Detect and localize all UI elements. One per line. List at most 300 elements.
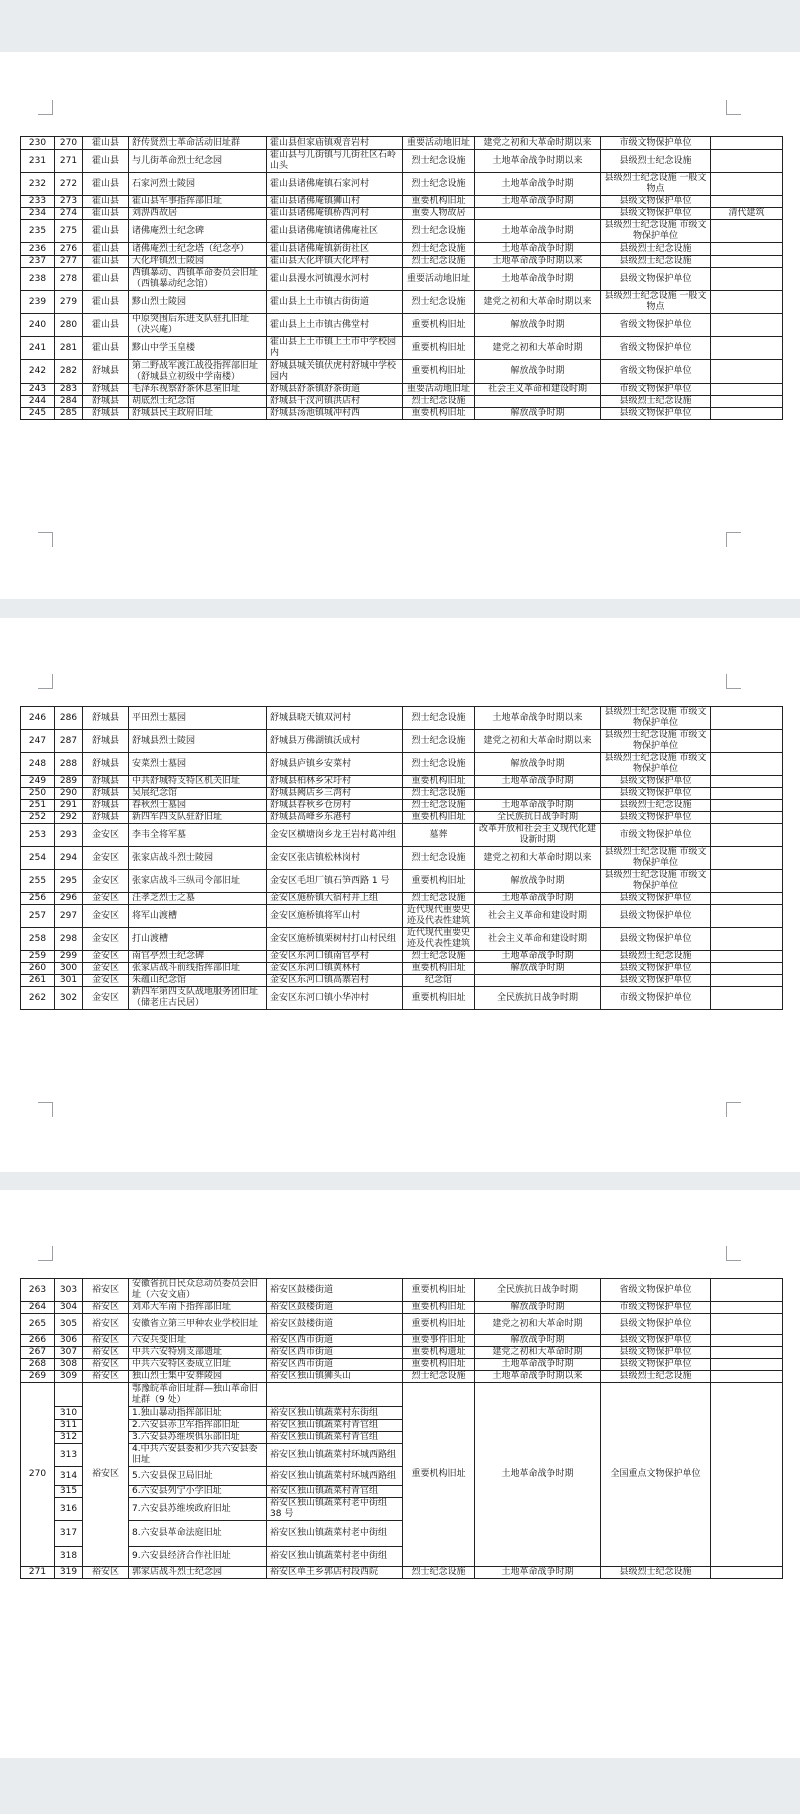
location-cell: 裕安区独山镇蔬菜村环城西路组 bbox=[267, 1467, 403, 1486]
group-row bbox=[21, 1383, 783, 1407]
item-id: 308 bbox=[55, 1359, 83, 1371]
row-number: 270 bbox=[21, 1383, 55, 1567]
row-number: 245 bbox=[21, 408, 55, 420]
location-cell: 霍山县漫水河镇漫水河村 bbox=[267, 268, 403, 291]
row-number: 237 bbox=[21, 256, 55, 268]
category-cell: 重要活动地旧址 bbox=[403, 137, 475, 150]
protection-level-cell: 县级文物保护单位 bbox=[601, 975, 711, 987]
note-cell bbox=[711, 1302, 783, 1314]
note-cell bbox=[711, 776, 783, 788]
period-cell: 土地革命战争时期 bbox=[475, 893, 601, 905]
location-cell: 金安区横塘岗乡龙王岩村葛冲组 bbox=[267, 824, 403, 847]
category-cell: 近代现代重要史迹及代表性建筑 bbox=[403, 905, 475, 928]
location-cell: 霍山县上土市镇古佛堂村 bbox=[267, 314, 403, 337]
note-cell bbox=[711, 975, 783, 987]
protection-level-cell: 市级文物保护单位 bbox=[601, 384, 711, 396]
table-row bbox=[21, 824, 783, 847]
row-number: 231 bbox=[21, 150, 55, 173]
site-name-cell: 6.六安县列宁小学旧址 bbox=[129, 1486, 267, 1498]
item-id: 295 bbox=[55, 870, 83, 893]
period-cell: 解放战争时期 bbox=[475, 314, 601, 337]
item-id: 311 bbox=[55, 1420, 83, 1432]
protection-level-cell: 县级烈士纪念设施 一般文物点 bbox=[601, 173, 711, 196]
period-cell: 建党之初和大革命时期以来 bbox=[475, 730, 601, 753]
protection-level-cell: 市级文物保护单位 bbox=[601, 1302, 711, 1314]
table-row bbox=[21, 776, 783, 788]
row-number: 246 bbox=[21, 707, 55, 730]
table-row bbox=[21, 396, 783, 408]
category-cell: 纪念馆 bbox=[403, 975, 475, 987]
note-cell bbox=[711, 360, 783, 384]
table-row bbox=[21, 314, 783, 337]
item-id: 290 bbox=[55, 788, 83, 800]
item-id: 294 bbox=[55, 847, 83, 870]
row-number: 239 bbox=[21, 291, 55, 314]
period-cell: 解放战争时期 bbox=[475, 870, 601, 893]
site-name-cell: 中共六安特别支部遗址 bbox=[129, 1347, 267, 1359]
item-id: 292 bbox=[55, 812, 83, 824]
location-cell: 裕安区西市街道 bbox=[267, 1335, 403, 1347]
site-name-cell: 六安兵变旧址 bbox=[129, 1335, 267, 1347]
protection-level-cell: 县级烈士纪念设施 bbox=[601, 951, 711, 963]
period-cell: 社会主义革命和建设时期 bbox=[475, 384, 601, 396]
note-cell bbox=[711, 951, 783, 963]
category-cell: 重要机构旧址 bbox=[403, 870, 475, 893]
row-number: 236 bbox=[21, 243, 55, 256]
site-name-cell: 诸佛庵烈士纪念塔（纪念亭） bbox=[129, 243, 267, 256]
period-cell: 建党之初和大革命时期 bbox=[475, 1314, 601, 1335]
note-cell bbox=[711, 1383, 783, 1567]
category-cell: 烈士纪念设施 bbox=[403, 893, 475, 905]
item-id: 312 bbox=[55, 1432, 83, 1444]
location-cell: 霍山县与儿街镇与儿街社区石岭山头 bbox=[267, 150, 403, 173]
county-cell: 霍山县 bbox=[83, 173, 129, 196]
site-name-cell: 平田烈士墓园 bbox=[129, 707, 267, 730]
location-cell: 舒城县晓天镇双河村 bbox=[267, 707, 403, 730]
location-cell: 裕安区西市街道 bbox=[267, 1359, 403, 1371]
item-id: 278 bbox=[55, 268, 83, 291]
period-cell: 土地革命战争时期以来 bbox=[475, 256, 601, 268]
site-name-cell: 独山烈士集中安葬陵园 bbox=[129, 1371, 267, 1383]
protection-level-cell: 县级文物保护单位 bbox=[601, 268, 711, 291]
category-cell: 重要机构旧址 bbox=[403, 1302, 475, 1314]
category-cell: 墓葬 bbox=[403, 824, 475, 847]
item-id: 300 bbox=[55, 963, 83, 975]
table-row bbox=[21, 753, 783, 776]
site-name-cell: 8.六安县革命法庭旧址 bbox=[129, 1521, 267, 1547]
protection-level-cell: 县级文物保护单位 bbox=[601, 1335, 711, 1347]
period-cell: 土地革命战争时期 bbox=[475, 1359, 601, 1371]
site-name-cell: 黟山烈士陵园 bbox=[129, 291, 267, 314]
category-cell: 重要人物故居 bbox=[403, 208, 475, 220]
note-cell bbox=[711, 707, 783, 730]
table-row bbox=[21, 870, 783, 893]
location-cell: 金安区毛坦厂镇石笋西路 1 号 bbox=[267, 870, 403, 893]
location-cell: 金安区东河口镇南官亭村 bbox=[267, 951, 403, 963]
table-row bbox=[21, 975, 783, 987]
location-cell: 霍山县但家庙镇观音岩村 bbox=[267, 137, 403, 150]
protection-level-cell: 县级烈士纪念设施 bbox=[601, 396, 711, 408]
category-cell: 近代现代重要史迹及代表性建筑 bbox=[403, 928, 475, 951]
location-cell: 舒城县城关镇伏虎村舒城中学校园内 bbox=[267, 360, 403, 384]
category-cell: 重要机构旧址 bbox=[403, 1383, 475, 1567]
county-cell: 金安区 bbox=[83, 847, 129, 870]
row-number: 260 bbox=[21, 963, 55, 975]
note-cell bbox=[711, 196, 783, 208]
period-cell: 社会主义革命和建设时期 bbox=[475, 928, 601, 951]
row-number: 253 bbox=[21, 824, 55, 847]
item-id: 303 bbox=[55, 1279, 83, 1302]
item-id: 313 bbox=[55, 1444, 83, 1467]
table-row bbox=[21, 707, 783, 730]
location-cell: 舒城县阙店乡三湾村 bbox=[267, 788, 403, 800]
category-cell: 烈士纪念设施 bbox=[403, 1567, 475, 1579]
period-cell: 解放战争时期 bbox=[475, 360, 601, 384]
item-id: 271 bbox=[55, 150, 83, 173]
county-cell: 金安区 bbox=[83, 870, 129, 893]
location-cell: 裕安区独山镇蔬菜村环城西路组 bbox=[267, 1444, 403, 1467]
table-row bbox=[21, 1347, 783, 1359]
heritage-table bbox=[20, 706, 783, 1010]
county-cell: 金安区 bbox=[83, 951, 129, 963]
category-cell: 烈士纪念设施 bbox=[403, 173, 475, 196]
item-id: 279 bbox=[55, 291, 83, 314]
category-cell: 重要机构旧址 bbox=[403, 812, 475, 824]
site-name-cell: 安徽省抗日民众总动员委员会旧址（六安文庙） bbox=[129, 1279, 267, 1302]
category-cell: 重要机构旧址 bbox=[403, 963, 475, 975]
note-cell bbox=[711, 291, 783, 314]
site-name-cell: 石家河烈士陵园 bbox=[129, 173, 267, 196]
note-cell bbox=[711, 220, 783, 243]
table-row bbox=[21, 337, 783, 360]
note-cell bbox=[711, 1314, 783, 1335]
category-cell: 烈士纪念设施 bbox=[403, 730, 475, 753]
period-cell: 全民族抗日战争时期 bbox=[475, 1279, 601, 1302]
item-id: 296 bbox=[55, 893, 83, 905]
protection-level-cell: 县级文物保护单位 bbox=[601, 208, 711, 220]
table-row bbox=[21, 384, 783, 396]
location-cell: 霍山县诸佛庵镇诸佛庵社区 bbox=[267, 220, 403, 243]
county-cell: 舒城县 bbox=[83, 788, 129, 800]
protection-level-cell: 省级文物保护单位 bbox=[601, 360, 711, 384]
item-id: 319 bbox=[55, 1567, 83, 1579]
county-cell: 裕安区 bbox=[83, 1359, 129, 1371]
category-cell: 烈士纪念设施 bbox=[403, 800, 475, 812]
protection-level-cell: 县级烈士纪念设施 bbox=[601, 800, 711, 812]
table-row bbox=[21, 730, 783, 753]
note-cell bbox=[711, 173, 783, 196]
crop-mark bbox=[726, 1102, 741, 1117]
location-cell: 裕安区独山镇蔬菜村青官组 bbox=[267, 1420, 403, 1432]
protection-level-cell: 县级文物保护单位 bbox=[601, 1347, 711, 1359]
note-cell bbox=[711, 1347, 783, 1359]
protection-level-cell: 市级文物保护单位 bbox=[601, 987, 711, 1010]
county-cell: 舒城县 bbox=[83, 776, 129, 788]
item-id: 277 bbox=[55, 256, 83, 268]
row-number: 241 bbox=[21, 337, 55, 360]
location-cell: 裕安区单王乡郭店村段西院 bbox=[267, 1567, 403, 1579]
note-cell bbox=[711, 408, 783, 420]
site-name-cell: 将军山渡槽 bbox=[129, 905, 267, 928]
site-name-cell: 第二野战军渡江战役指挥部旧址（舒城县立初级中学南楼） bbox=[129, 360, 267, 384]
protection-level-cell: 县级文物保护单位 bbox=[601, 788, 711, 800]
table-row bbox=[21, 220, 783, 243]
row-number: 252 bbox=[21, 812, 55, 824]
crop-mark bbox=[38, 1102, 53, 1117]
row-number: 243 bbox=[21, 384, 55, 396]
item-id: 307 bbox=[55, 1347, 83, 1359]
county-cell: 金安区 bbox=[83, 987, 129, 1010]
item-id: 280 bbox=[55, 314, 83, 337]
category-cell: 重要机构旧址 bbox=[403, 314, 475, 337]
period-cell: 解放战争时期 bbox=[475, 963, 601, 975]
table-row bbox=[21, 173, 783, 196]
row-number: 238 bbox=[21, 268, 55, 291]
note-cell bbox=[711, 337, 783, 360]
table-row bbox=[21, 196, 783, 208]
protection-level-cell: 县级烈士纪念设施 bbox=[601, 150, 711, 173]
row-number: 250 bbox=[21, 788, 55, 800]
location-cell: 霍山县诸佛庵镇狮山村 bbox=[267, 196, 403, 208]
period-cell: 建党之初和大革命时期 bbox=[475, 1347, 601, 1359]
category-cell: 烈士纪念设施 bbox=[403, 1371, 475, 1383]
item-id: 282 bbox=[55, 360, 83, 384]
crop-mark bbox=[726, 100, 741, 115]
location-cell: 裕安区鼓楼街道 bbox=[267, 1314, 403, 1335]
period-cell: 土地革命战争时期 bbox=[475, 173, 601, 196]
item-id: 284 bbox=[55, 396, 83, 408]
period-cell bbox=[475, 975, 601, 987]
period-cell: 土地革命战争时期 bbox=[475, 243, 601, 256]
row-number: 247 bbox=[21, 730, 55, 753]
row-number: 251 bbox=[21, 800, 55, 812]
crop-mark bbox=[38, 1246, 53, 1261]
protection-level-cell: 市级文物保护单位 bbox=[601, 824, 711, 847]
period-cell: 土地革命战争时期 bbox=[475, 951, 601, 963]
protection-level-cell: 县级文物保护单位 bbox=[601, 905, 711, 928]
county-cell: 金安区 bbox=[83, 975, 129, 987]
row-number: 244 bbox=[21, 396, 55, 408]
item-id bbox=[55, 1383, 83, 1407]
table-row bbox=[21, 1314, 783, 1335]
note-cell bbox=[711, 730, 783, 753]
row-number: 254 bbox=[21, 847, 55, 870]
period-cell: 土地革命战争时期以来 bbox=[475, 150, 601, 173]
protection-level-cell: 县级烈士纪念设施 市级文物保护单位 bbox=[601, 730, 711, 753]
site-name-cell: 中共六安特区委成立旧址 bbox=[129, 1359, 267, 1371]
location-cell: 霍山县诸佛庵镇桥西河村 bbox=[267, 208, 403, 220]
category-cell: 重要机构旧址 bbox=[403, 776, 475, 788]
county-cell: 舒城县 bbox=[83, 812, 129, 824]
county-cell: 裕安区 bbox=[83, 1371, 129, 1383]
table-row bbox=[21, 893, 783, 905]
county-cell: 舒城县 bbox=[83, 360, 129, 384]
site-name-cell: 4.中共六安县委和少共六安县委旧址 bbox=[129, 1444, 267, 1467]
site-name-cell: 黟山中学玉皇楼 bbox=[129, 337, 267, 360]
category-cell: 烈士纪念设施 bbox=[403, 951, 475, 963]
note-cell bbox=[711, 1279, 783, 1302]
note-cell: 清代建筑 bbox=[711, 208, 783, 220]
note-cell bbox=[711, 800, 783, 812]
category-cell: 重要事件旧址 bbox=[403, 1335, 475, 1347]
row-number: 258 bbox=[21, 928, 55, 951]
item-id: 289 bbox=[55, 776, 83, 788]
site-name-cell: 毛泽东视察舒茶休息室旧址 bbox=[129, 384, 267, 396]
location-cell: 裕安区独山镇蔬菜村老中街组 bbox=[267, 1547, 403, 1567]
location-cell: 裕安区鼓楼街道 bbox=[267, 1302, 403, 1314]
row-number: 268 bbox=[21, 1359, 55, 1371]
table-row bbox=[21, 1359, 783, 1371]
county-cell: 金安区 bbox=[83, 963, 129, 975]
table-row bbox=[21, 408, 783, 420]
site-name-cell: 西镇暴动、西镇革命委员会旧址（西镇暴动纪念馆） bbox=[129, 268, 267, 291]
category-cell: 烈士纪念设施 bbox=[403, 220, 475, 243]
site-name-cell: 中共舒城特支特区机关旧址 bbox=[129, 776, 267, 788]
site-name-cell: 南官亭烈士纪念碑 bbox=[129, 951, 267, 963]
table-row bbox=[21, 788, 783, 800]
site-name-cell: 霍山县军事指挥部旧址 bbox=[129, 196, 267, 208]
county-cell: 裕安区 bbox=[83, 1302, 129, 1314]
county-cell: 金安区 bbox=[83, 824, 129, 847]
period-cell: 改革开放和社会主义现代化建设新时期 bbox=[475, 824, 601, 847]
row-number: 233 bbox=[21, 196, 55, 208]
item-id: 275 bbox=[55, 220, 83, 243]
item-id: 310 bbox=[55, 1407, 83, 1420]
county-cell: 舒城县 bbox=[83, 800, 129, 812]
item-id: 318 bbox=[55, 1547, 83, 1567]
site-name-cell: 3.六安县苏维埃俱乐部旧址 bbox=[129, 1432, 267, 1444]
location-cell: 裕安区西市街道 bbox=[267, 1347, 403, 1359]
period-cell: 解放战争时期 bbox=[475, 408, 601, 420]
protection-level-cell: 省级文物保护单位 bbox=[601, 1279, 711, 1302]
period-cell: 土地革命战争时期 bbox=[475, 196, 601, 208]
site-name-cell: 1.独山暴动指挥部旧址 bbox=[129, 1407, 267, 1420]
period-cell: 建党之初和大革命时期 bbox=[475, 337, 601, 360]
protection-level-cell: 市级文物保护单位 bbox=[601, 137, 711, 150]
county-cell: 霍山县 bbox=[83, 137, 129, 150]
site-name-cell: 7.六安县苏维埃政府旧址 bbox=[129, 1498, 267, 1521]
item-id: 272 bbox=[55, 173, 83, 196]
note-cell bbox=[711, 256, 783, 268]
heritage-table bbox=[20, 1278, 783, 1579]
location-cell: 金安区张店镇松林岗村 bbox=[267, 847, 403, 870]
county-cell: 霍山县 bbox=[83, 256, 129, 268]
row-number: 249 bbox=[21, 776, 55, 788]
period-cell: 建党之初和大革命时期以来 bbox=[475, 137, 601, 150]
row-number: 262 bbox=[21, 987, 55, 1010]
category-cell: 重要机构旧址 bbox=[403, 987, 475, 1010]
table-row bbox=[21, 1371, 783, 1383]
crop-mark bbox=[726, 1246, 741, 1261]
location-cell: 金安区施桥镇将军山村 bbox=[267, 905, 403, 928]
county-cell: 霍山县 bbox=[83, 291, 129, 314]
row-number: 261 bbox=[21, 975, 55, 987]
location-cell: 裕安区鼓楼街道 bbox=[267, 1279, 403, 1302]
period-cell: 全民族抗日战争时期 bbox=[475, 812, 601, 824]
category-cell: 重要机构旧址 bbox=[403, 337, 475, 360]
site-name-cell: 张家店战斗烈士陵园 bbox=[129, 847, 267, 870]
location-cell: 舒城县干汊河镇洪店村 bbox=[267, 396, 403, 408]
item-id: 315 bbox=[55, 1486, 83, 1498]
note-cell bbox=[711, 314, 783, 337]
category-cell: 烈士纪念设施 bbox=[403, 847, 475, 870]
period-cell: 建党之初和大革命时期以来 bbox=[475, 847, 601, 870]
site-name-cell: 汪孝芝烈士之墓 bbox=[129, 893, 267, 905]
county-cell: 裕安区 bbox=[83, 1567, 129, 1579]
category-cell: 烈士纪念设施 bbox=[403, 243, 475, 256]
county-cell: 舒城县 bbox=[83, 753, 129, 776]
protection-level-cell: 县级文物保护单位 bbox=[601, 776, 711, 788]
site-name-cell: 打山渡槽 bbox=[129, 928, 267, 951]
county-cell: 霍山县 bbox=[83, 150, 129, 173]
period-cell: 土地革命战争时期以来 bbox=[475, 1371, 601, 1383]
protection-level-cell: 县级文物保护单位 bbox=[601, 408, 711, 420]
row-number: 267 bbox=[21, 1347, 55, 1359]
county-cell: 裕安区 bbox=[83, 1279, 129, 1302]
period-cell: 土地革命战争时期 bbox=[475, 1567, 601, 1579]
site-name-cell: 新四军四支队驻舒旧址 bbox=[129, 812, 267, 824]
location-cell: 霍山县上土市镇上土市中学校园内 bbox=[267, 337, 403, 360]
period-cell: 土地革命战争时期 bbox=[475, 268, 601, 291]
protection-level-cell: 省级文物保护单位 bbox=[601, 337, 711, 360]
location-cell: 霍山县上土市镇古街街道 bbox=[267, 291, 403, 314]
site-name-cell: 舒城县民主政府旧址 bbox=[129, 408, 267, 420]
item-id: 309 bbox=[55, 1371, 83, 1383]
protection-level-cell: 省级文物保护单位 bbox=[601, 314, 711, 337]
period-cell: 土地革命战争时期 bbox=[475, 220, 601, 243]
note-cell bbox=[711, 847, 783, 870]
row-number: 242 bbox=[21, 360, 55, 384]
county-cell: 金安区 bbox=[83, 893, 129, 905]
category-cell: 烈士纪念设施 bbox=[403, 291, 475, 314]
row-number: 265 bbox=[21, 1314, 55, 1335]
site-name-cell: 郭家店战斗烈士纪念园 bbox=[129, 1567, 267, 1579]
protection-level-cell: 县级烈士纪念设施 市级文物保护单位 bbox=[601, 707, 711, 730]
location-cell: 霍山县大化坪镇大化坪村 bbox=[267, 256, 403, 268]
row-number: 263 bbox=[21, 1279, 55, 1302]
item-id: 274 bbox=[55, 208, 83, 220]
table-row bbox=[21, 360, 783, 384]
note-cell bbox=[711, 384, 783, 396]
protection-level-cell: 县级烈士纪念设施 市级文物保护单位 bbox=[601, 870, 711, 893]
county-cell: 霍山县 bbox=[83, 337, 129, 360]
protection-level-cell: 县级文物保护单位 bbox=[601, 1359, 711, 1371]
site-name-cell: 安菜烈士墓园 bbox=[129, 753, 267, 776]
county-cell: 裕安区 bbox=[83, 1314, 129, 1335]
row-number: 266 bbox=[21, 1335, 55, 1347]
row-number: 264 bbox=[21, 1302, 55, 1314]
note-cell bbox=[711, 893, 783, 905]
table-row bbox=[21, 208, 783, 220]
item-id: 281 bbox=[55, 337, 83, 360]
site-name-cell: 李韦全将军墓 bbox=[129, 824, 267, 847]
period-cell bbox=[475, 788, 601, 800]
note-cell bbox=[711, 987, 783, 1010]
site-name-cell: 吴展纪念馆 bbox=[129, 788, 267, 800]
crop-mark bbox=[38, 100, 53, 115]
protection-level-cell: 县级文物保护单位 bbox=[601, 812, 711, 824]
period-cell: 解放战争时期 bbox=[475, 1335, 601, 1347]
category-cell: 重要机构旧址 bbox=[403, 408, 475, 420]
table-row bbox=[21, 256, 783, 268]
item-id: 283 bbox=[55, 384, 83, 396]
item-id: 286 bbox=[55, 707, 83, 730]
note-cell bbox=[711, 824, 783, 847]
note-cell bbox=[711, 137, 783, 150]
item-id: 316 bbox=[55, 1498, 83, 1521]
location-cell bbox=[267, 1383, 403, 1407]
category-cell: 重要机构旧址 bbox=[403, 1314, 475, 1335]
